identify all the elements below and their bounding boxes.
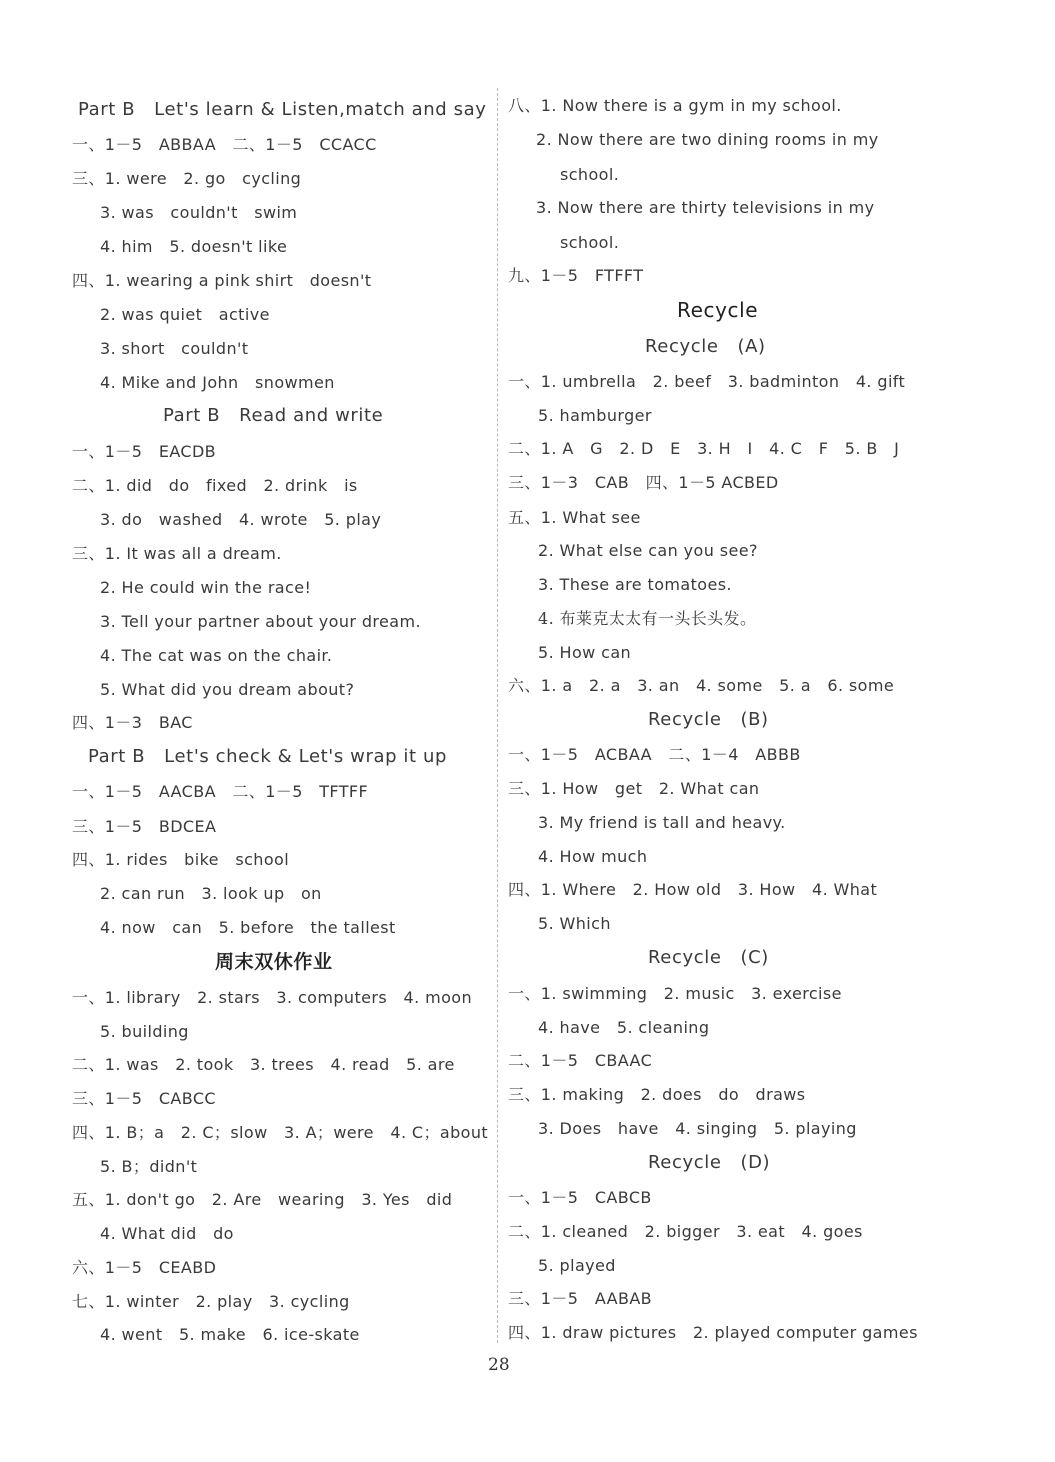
- answer-line: 三、1－5 AABAB: [508, 1289, 653, 1308]
- answer-line: 2. Now there are two dining rooms in my: [536, 130, 879, 149]
- section-heading: 周末双休作业: [215, 951, 333, 973]
- section-heading: Part B Let's check & Let's wrap it up: [88, 746, 448, 767]
- answer-line: 九、1－5 FTFFT: [508, 266, 644, 285]
- section-heading: Recycle (A): [645, 336, 766, 357]
- section-heading: Part B Let's learn & Listen,match and say: [78, 99, 487, 120]
- answer-line: 三、1. were 2. go cycling: [72, 169, 302, 188]
- answer-line: 四、1. Where 2. How old 3. How 4. What: [508, 880, 878, 899]
- answer-line: 3. short couldn't: [100, 339, 249, 358]
- answer-line: 七、1. winter 2. play 3. cycling: [72, 1292, 350, 1311]
- answer-line: 5. hamburger: [538, 406, 652, 425]
- answer-line: 二、1. was 2. took 3. trees 4. read 5. are: [72, 1055, 455, 1074]
- answer-line: 2. What else can you see?: [538, 541, 758, 560]
- page-number: 28: [488, 1355, 510, 1375]
- answer-line: 三、1. How get 2. What can: [508, 779, 760, 798]
- answer-line: 5. What did you dream about?: [100, 680, 355, 699]
- answer-line: 六、1. a 2. a 3. an 4. some 5. a 6. some: [508, 676, 895, 695]
- answer-line: 4. 布莱克太太有一头长头发。: [538, 609, 757, 628]
- answer-line: 2. was quiet active: [100, 305, 270, 324]
- answer-line: 4. How much: [538, 847, 648, 866]
- answer-line: 二、1－5 CBAAC: [508, 1051, 653, 1070]
- answer-line: 2. He could win the race!: [100, 578, 312, 597]
- answer-line: 四、1. rides bike school: [72, 850, 290, 869]
- answer-line: 四、1－3 BAC: [72, 713, 193, 732]
- answer-line: 5. building: [100, 1022, 189, 1041]
- section-heading: Recycle (D): [648, 1152, 771, 1173]
- answer-line: 二、1. did do fixed 2. drink is: [72, 476, 358, 495]
- answer-line: 四、1. B；a 2. C；slow 3. A；were 4. C；about: [72, 1123, 489, 1142]
- answer-line: 六、1－5 CEABD: [72, 1258, 217, 1277]
- answer-line: 4. went 5. make 6. ice-skate: [100, 1325, 360, 1344]
- section-heading: Recycle (B): [648, 709, 769, 730]
- answer-line: 4. Mike and John snowmen: [100, 373, 335, 392]
- section-heading: Recycle (C): [648, 947, 769, 968]
- answer-line: 4. The cat was on the chair.: [100, 646, 333, 665]
- answer-line: 三、1－5 BDCEA: [72, 817, 217, 836]
- answer-line: 5. played: [538, 1256, 616, 1275]
- column-divider: [497, 88, 498, 1343]
- answer-line: 4. have 5. cleaning: [538, 1018, 710, 1037]
- answer-line: 一、1. library 2. stars 3. computers 4. moon: [72, 988, 472, 1007]
- answer-line: 3. was couldn't swim: [100, 203, 298, 222]
- answer-line: 一、1－5 CABCB: [508, 1188, 652, 1207]
- answer-line: 四、1. wearing a pink shirt doesn't: [72, 271, 372, 290]
- answer-line: 5. Which: [538, 914, 611, 933]
- answer-line: school.: [560, 165, 620, 184]
- answer-line: 一、1. swimming 2. music 3. exercise: [508, 984, 842, 1003]
- section-title: Recycle: [677, 298, 759, 322]
- answer-line: 3. Tell your partner about your dream.: [100, 612, 421, 631]
- answer-line: 4. him 5. doesn't like: [100, 237, 288, 256]
- answer-line: 3. These are tomatoes.: [538, 575, 732, 594]
- answer-line: school.: [560, 233, 620, 252]
- answer-line: 一、1－5 EACDB: [72, 442, 217, 461]
- section-heading: Part B Read and write: [163, 405, 384, 426]
- answer-line: 4. now can 5. before the tallest: [100, 918, 396, 937]
- answer-line: 一、1. umbrella 2. beef 3. badminton 4. gift: [508, 372, 906, 391]
- answer-line: 八、1. Now there is a gym in my school.: [508, 96, 842, 115]
- answer-line: 一、1－5 ACBAA 二、1－4 ABBB: [508, 745, 801, 764]
- answer-line: 2. can run 3. look up on: [100, 884, 322, 903]
- answer-line: 3. do washed 4. wrote 5. play: [100, 510, 382, 529]
- answer-line: 一、1－5 ABBAA 二、1－5 CCACC: [72, 135, 377, 154]
- answer-line: 3. Does have 4. singing 5. playing: [538, 1119, 857, 1138]
- answer-line: 三、1. making 2. does do draws: [508, 1085, 806, 1104]
- answer-line: 5. How can: [538, 643, 632, 662]
- answer-line: 三、1. It was all a dream.: [72, 544, 282, 563]
- answer-line: 5. B；didn't: [100, 1157, 198, 1176]
- answer-line: 五、1. don't go 2. Are wearing 3. Yes did: [72, 1190, 453, 1209]
- answer-line: 二、1. A G 2. D E 3. H I 4. C F 5. B J: [508, 439, 900, 458]
- answer-line: 3. My friend is tall and heavy.: [538, 813, 786, 832]
- answer-line: 一、1－5 AACBA 二、1－5 TFTFF: [72, 782, 369, 801]
- answer-line: 二、1. cleaned 2. bigger 3. eat 4. goes: [508, 1222, 863, 1241]
- answer-line: 三、1－5 CABCC: [72, 1089, 216, 1108]
- answer-line: 三、1－3 CAB 四、1－5 ACBED: [508, 473, 779, 492]
- answer-line: 四、1. draw pictures 2. played computer games: [508, 1323, 918, 1342]
- answer-line: 3. Now there are thirty televisions in my: [536, 198, 875, 217]
- answer-line: 五、1. What see: [508, 508, 641, 527]
- answer-line: 4. What did do: [100, 1224, 234, 1243]
